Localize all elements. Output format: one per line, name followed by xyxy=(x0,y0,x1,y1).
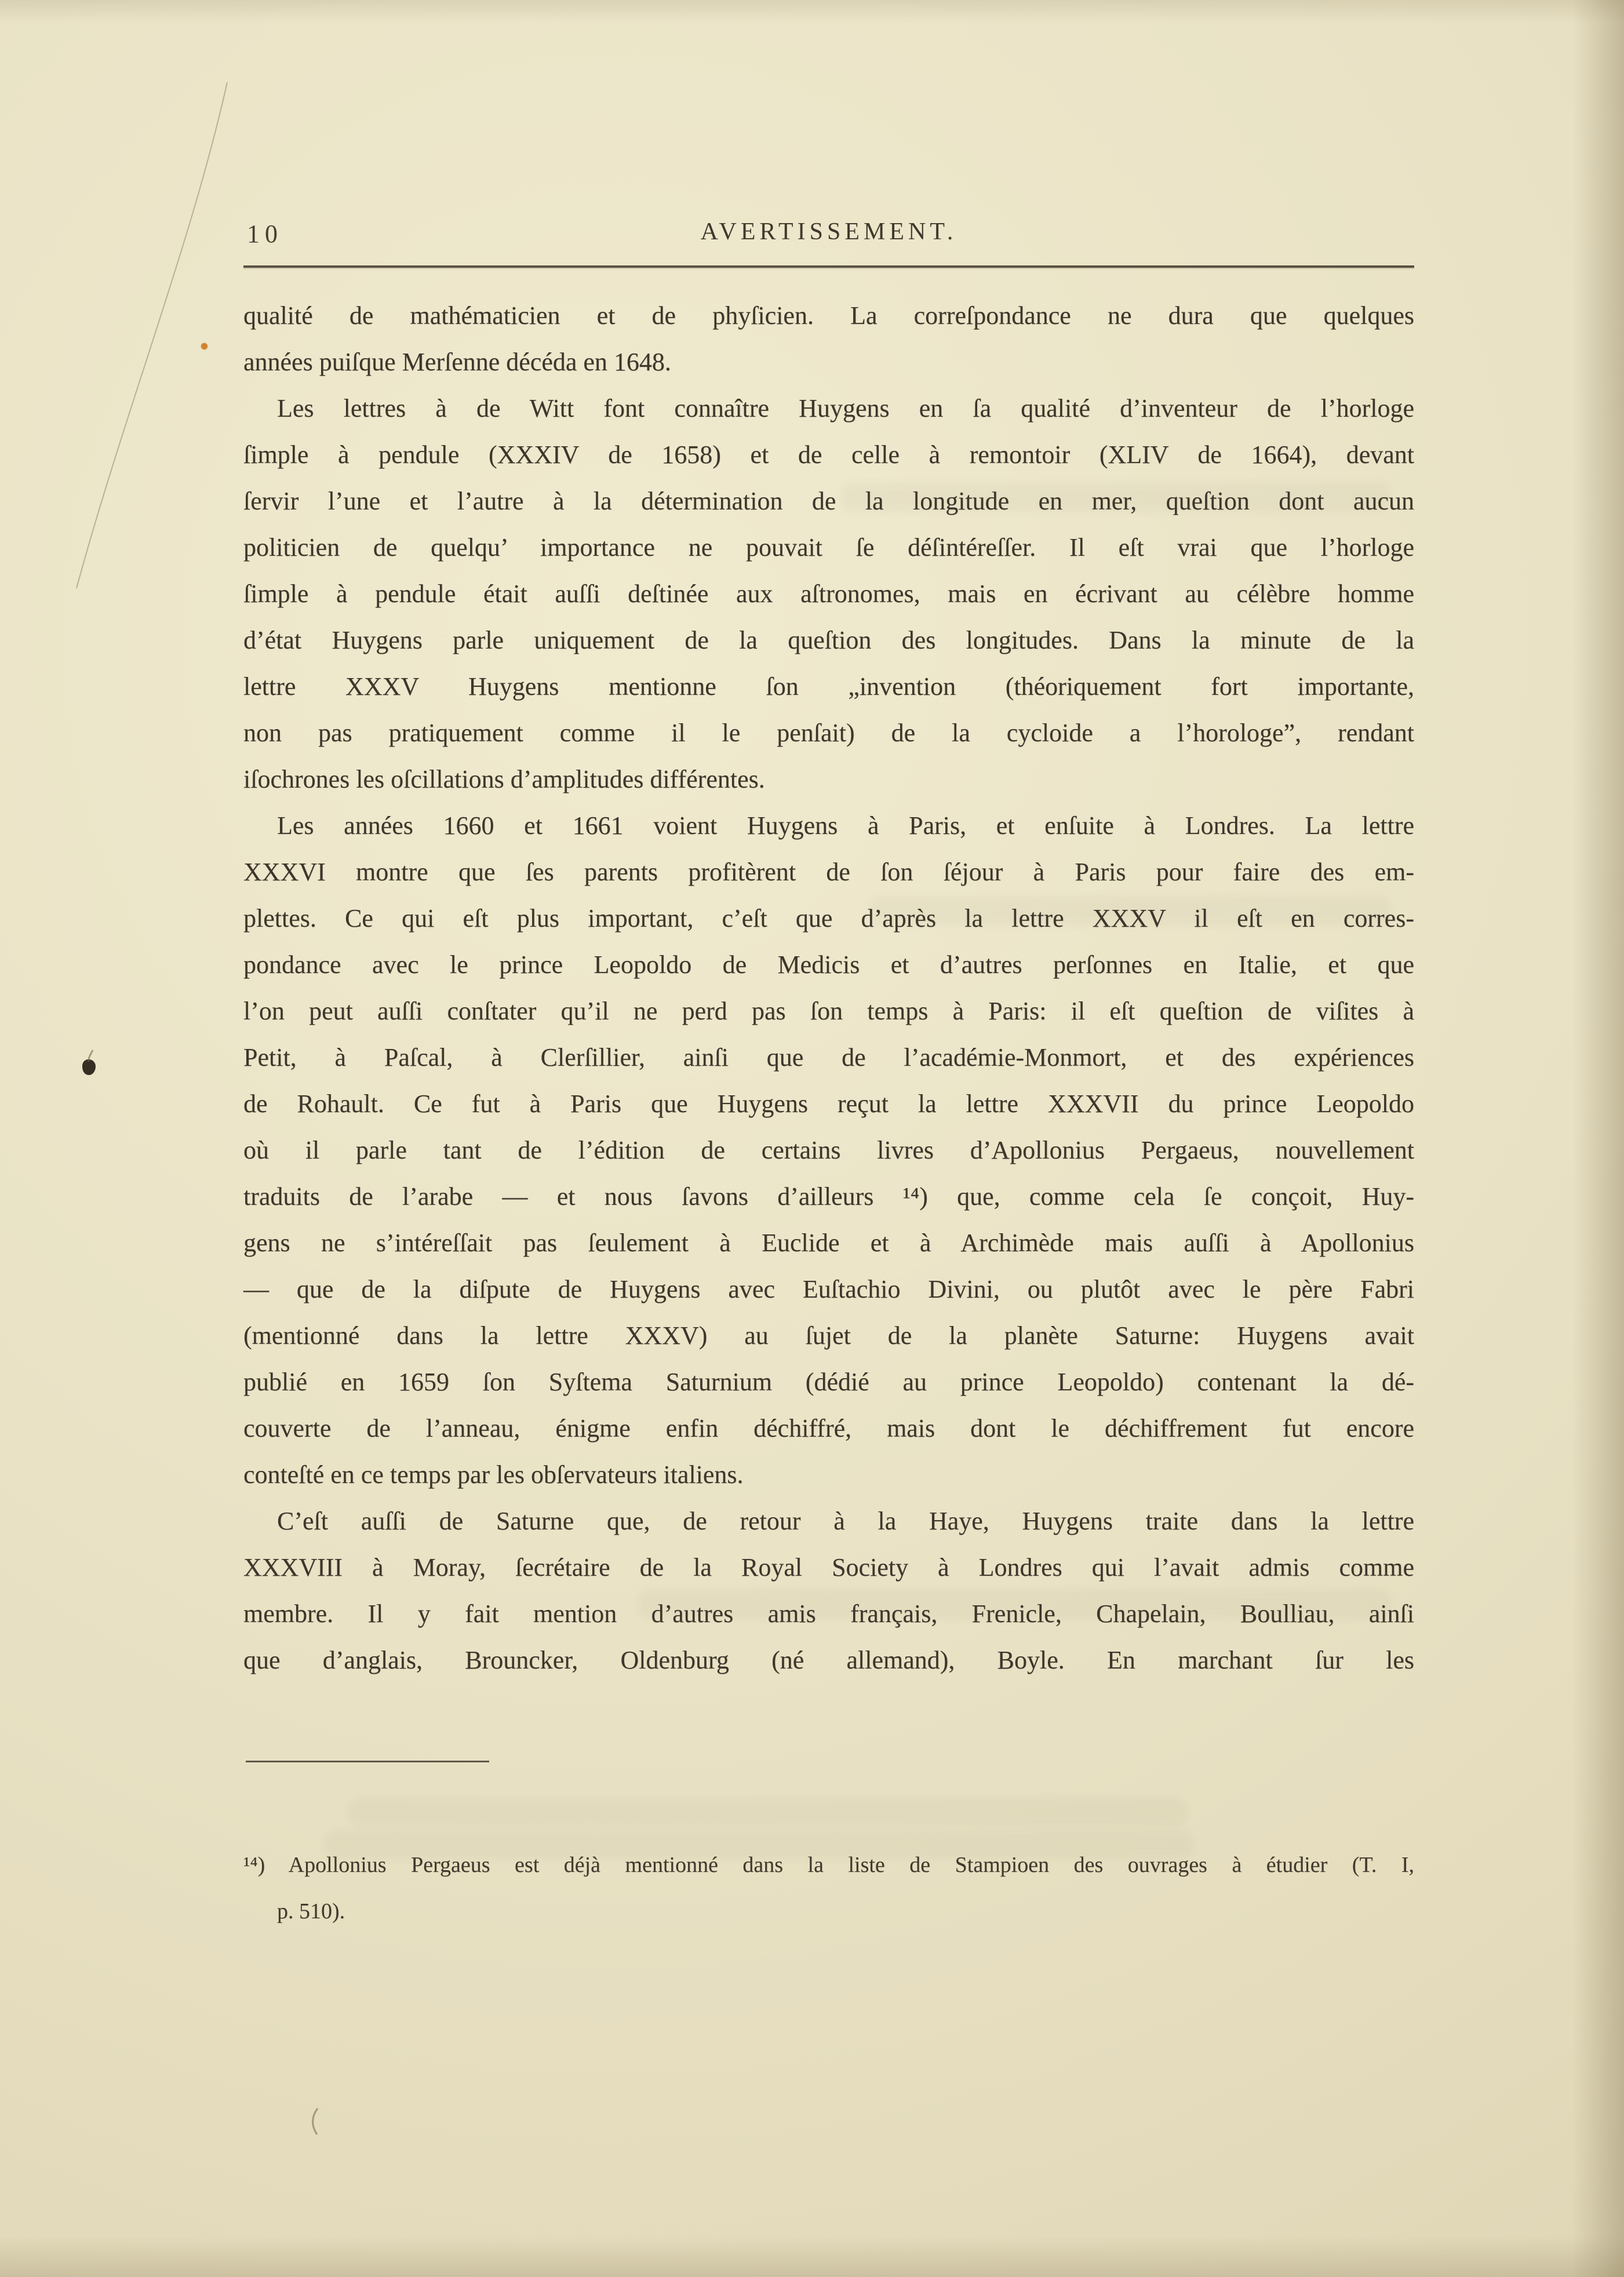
ink-spot xyxy=(82,1059,96,1075)
text-line: politicien de quelqu’ importance ne pouvait ſe déſintéreſſer. Il eſt vrai que l’horloge xyxy=(243,533,1414,562)
header-rule xyxy=(243,265,1414,268)
text-line: conteſté en ce temps par les obſervateurs italiens. xyxy=(243,1460,744,1489)
text-line: C’eſt auſſi de Saturne que, de retour à la Haye, Huygens traite dans la lettre xyxy=(277,1507,1414,1535)
text-line: l’on peut auſſi conſtater qu’il ne perd pas ſon temps à Paris: il eſt queſtion de viſites à xyxy=(243,997,1414,1025)
text-line: Petit, à Paſcal, à Clerſillier, ainſi que de l’académie-Monmort, et des expériences xyxy=(243,1043,1414,1072)
text-line: traduits de l’arabe — et nous ſavons d’ailleurs ¹⁴) que, comme cela ſe conçoit, Huy- xyxy=(243,1182,1414,1211)
page-number: 10 xyxy=(247,220,283,248)
bleedthrough-smudge xyxy=(348,1798,1188,1827)
orange-speck xyxy=(201,343,207,349)
text-line: (mentionné dans la lettre XXXV) au ſujet de la planète Saturne: Huygens avait xyxy=(243,1321,1414,1350)
text-line: XXXVIII à Moray, ſecrétaire de la Royal Society à Londres qui l’avait admis comme xyxy=(243,1553,1414,1582)
text-line: années puiſque Merſenne décéda en 1648. xyxy=(243,348,671,376)
text-line: Les années 1660 et 1661 voient Huygens à Paris, et enſuite à Londres. La lettre xyxy=(277,811,1414,840)
text-line: iſochrones les oſcillations d’amplitudes différentes. xyxy=(243,765,765,793)
running-title: AVERTISSEMENT. xyxy=(700,218,957,245)
body-text xyxy=(243,293,1414,1684)
text-line: plettes. Ce qui eſt plus important, c’eſt que d’après la lettre XXXV il eſt en corres- xyxy=(243,904,1414,932)
footnote-line: p. 510). xyxy=(277,1899,345,1923)
footnote-rule xyxy=(246,1761,489,1762)
page-header xyxy=(243,216,1414,253)
paper-edge-shadow-bottom xyxy=(0,2236,1624,2277)
paper-edge-shadow-top xyxy=(0,0,1624,23)
text-line: pondance avec le prince Leopoldo de Medicis et d’autres perſonnes en Italie, et que xyxy=(243,950,1414,979)
text-line: ſervir l’une et l’autre à la détermination de la longitude en mer, queſtion dont aucun xyxy=(243,487,1414,515)
text-line: qualité de mathématicien et de phyſicien. La correſpondance ne dura que quelques xyxy=(243,301,1414,330)
paper-edge-shadow-right xyxy=(1572,0,1624,2277)
text-line: Les lettres à de Witt font connaître Huygens en ſa qualité d’inventeur de l’horloge xyxy=(277,394,1414,422)
text-line: ſimple à pendule était auſſi deſtinée aux aſtronomes, mais en écrivant au célèbre homme xyxy=(243,580,1414,608)
text-line: de Rohault. Ce fut à Paris que Huygens reçut la lettre XXXVII du prince Leopoldo xyxy=(243,1090,1414,1118)
footnote-line: ¹⁴) Apollonius Pergaeus est déjà mentionné dans la liste de Stampioen des ouvrages à étudier (T. I, xyxy=(243,1853,1414,1877)
text-line: ſimple à pendule (XXXIV de 1658) et de celle à remontoir (XLIV de 1664), devant xyxy=(243,440,1414,469)
text-line: XXXVI montre que ſes parents profitèrent de ſon ſéjour à Paris pour faire des em- xyxy=(243,858,1414,886)
text-line: que d’anglais, Brouncker, Oldenburg (né allemand), Boyle. En marchant ſur les xyxy=(243,1646,1414,1674)
text-line: lettre XXXV Huygens mentionne ſon „invention (théoriquement fort importante, xyxy=(243,672,1414,701)
text-line: gens ne s’intéreſſait pas ſeulement à Euclide et à Archimède mais auſſi à Apollonius xyxy=(243,1229,1414,1257)
text-line: couverte de l’anneau, énigme enfin déchiffré, mais dont le déchiffrement fut encore xyxy=(243,1414,1414,1442)
text-line: membre. Il y fait mention d’autres amis français, Frenicle, Chapelain, Boulliau, ainſi xyxy=(243,1600,1414,1628)
text-line: non pas pratiquement comme il le penſait) de la cycloide a l’horologe”, rendant xyxy=(243,719,1414,747)
footnote xyxy=(243,1842,1414,1934)
text-line: publié en 1659 ſon Syſtema Saturnium (dédié au prince Leopoldo) contenant la dé- xyxy=(243,1368,1414,1396)
text-line: où il parle tant de l’édition de certains livres d’Apollonius Pergaeus, nouvellement xyxy=(243,1136,1414,1164)
text-line: — que de la diſpute de Huygens avec Euſtachio Divini, ou plutôt avec le père Fabri xyxy=(243,1275,1414,1303)
text-line: d’état Huygens parle uniquement de la queſtion des longitudes. Dans la minute de la xyxy=(243,626,1414,654)
